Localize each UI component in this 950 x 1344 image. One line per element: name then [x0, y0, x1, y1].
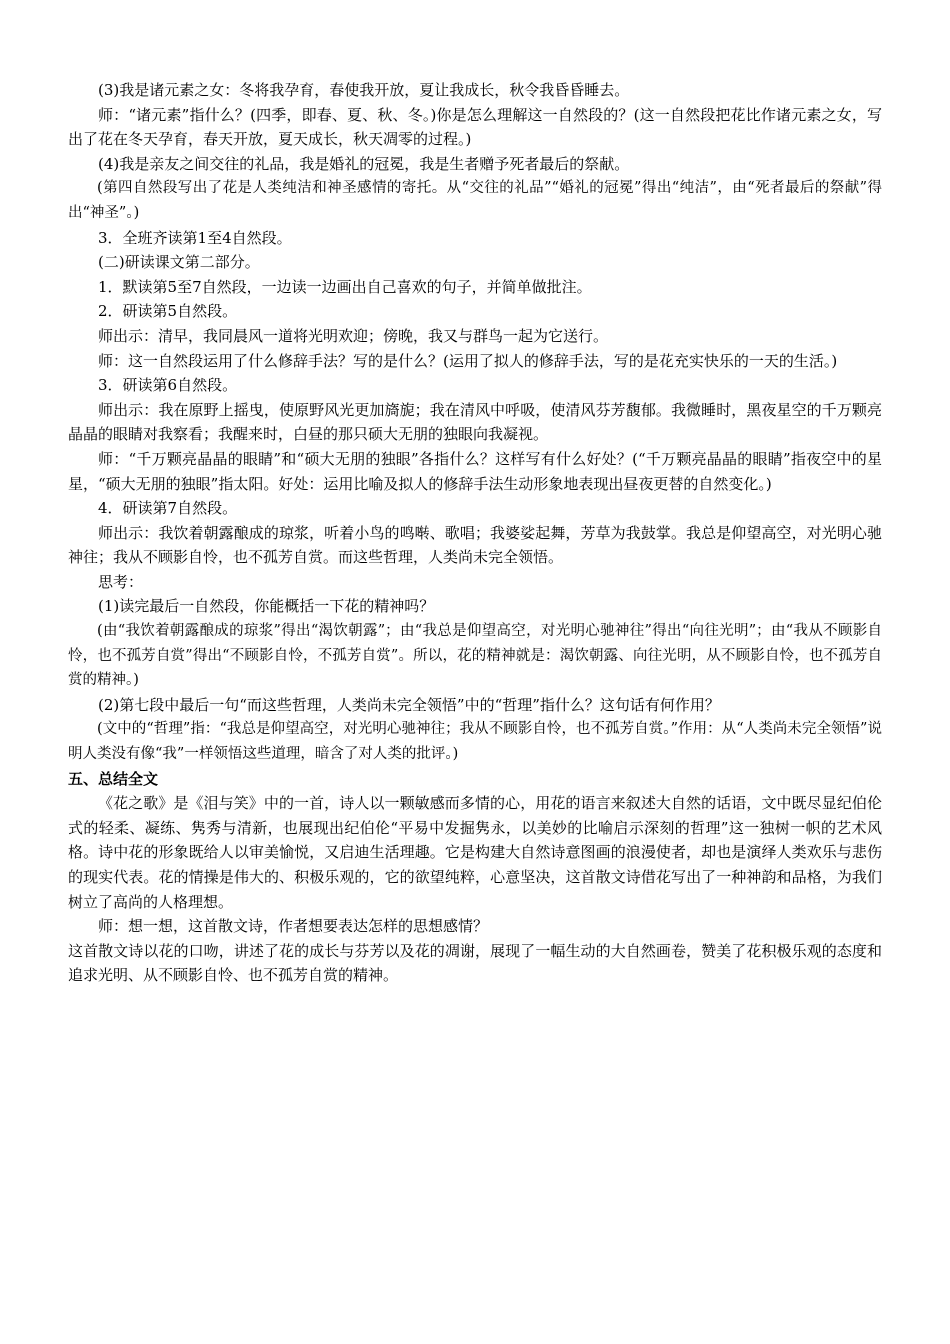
final-answer: 这首散文诗以花的口吻，讲述了花的成长与芬芳以及花的凋谢，展现了一幅生动的大自然画卷，赞美了花积极乐观的态度和追求光明、从不顾影自怜、也不孤芳自赏的精神。 [68, 941, 882, 985]
answer-1: (由“我饮着朝露酿成的琼浆”得出“渴饮朝露”；由“我总是仰望高空，对光明心驰神往”得出“向往光明”；由“我从不顾影自怜，也不孤芳自赏”得出“不顾影自怜，不孤芳自赏”。所以，花的精神就是：渴饮朝露、向往光明，从不顾影自怜，也不孤芳自赏的精神。) [68, 623, 882, 689]
teacher-question-elements: 师：“诸元素”指什么？(四季，即春、夏、秋、冬。)你是怎么理解这一自然段的？(这一自然段把花比作诸元素之女，写出了花在冬天孕育，春天开放，夏天成长，秋天凋零的过程。) [68, 105, 882, 149]
step-study-5: 2．研读第5自然段。 [98, 302, 238, 321]
step-study-7: 4．研读第7自然段。 [98, 499, 238, 518]
think-label: 思考： [98, 572, 144, 591]
paragraph-3: (3)我是诸元素之女：冬将我孕育，春使我开放，夏让我成长，秋令我昏昏睡去。 [98, 81, 630, 99]
step-read-aloud: 3．全班齐读第1至4自然段。 [98, 228, 292, 247]
teacher-final-question: 师：想一想，这首散文诗，作者想要表达怎样的思想感情？ [98, 917, 489, 936]
summary-heading: 五、总结全文 [68, 769, 159, 788]
question-2: (2)第七段中最后一句“而这些哲理，人类尚未完全领悟”中的“哲理”指什么？这句话有何作用？ [98, 695, 720, 714]
question-1: (1)读完最后一自然段，你能概括一下花的精神吗？ [98, 597, 435, 616]
teacher-show-7: 师出示：我饮着朝露酿成的琼浆，听着小鸟的鸣啭、歌唱；我婆娑起舞，芳草为我鼓掌。我总是仰望高空，对光明心驰神往；我从不顾影自怜，也不孤芳自赏。而这些哲理，人类尚未完全领悟。 [68, 523, 882, 567]
paragraph-4-explanation: (第四自然段写出了花是人类纯洁和神圣感情的寄托。从“交往的礼品”“婚礼的冠冕”得出“纯洁”，由“死者最后的祭献”得出“神圣”。) [68, 180, 882, 221]
teacher-show-5: 师出示：清早，我同晨风一道将光明欢迎；傍晚，我又与群鸟一起为它送行。 [98, 326, 609, 345]
teacher-question-5: 师：这一自然段运用了什么修辞手法？写的是什么？(运用了拟人的修辞手法，写的是花充实快乐的一天的生活。) [98, 351, 838, 370]
step-study-6: 3．研读第6自然段。 [98, 376, 238, 395]
section-two-heading: (二)研读课文第二部分。 [98, 253, 260, 272]
step-silent-read: 1．默读第5至7自然段，一边读一边画出自己喜欢的句子，并简单做批注。 [98, 277, 592, 296]
answer-2: (文中的“哲理”指：“我总是仰望高空，对光明心驰神往；我从不顾影自怜，也不孤芳自赏。”作用：从“人类尚未完全领悟”说明人类没有像“我”一样领悟这些道理，暗含了对人类的批评。) [68, 721, 882, 763]
teacher-show-6: 师出示：我在原野上摇曳，使原野风光更加旖旎；我在清风中呼吸，使清风芬芳馥郁。我微睡时，黑夜星空的千万颗亮晶晶的眼睛对我察看；我醒来时，白昼的那只硕大无朋的独眼向我凝视。 [68, 400, 882, 444]
teacher-question-6: 师：“千万颗亮晶晶的眼睛”和“硕大无朋的独眼”各指什么？这样写有什么好处？(“千万颗亮晶晶的眼睛”指夜空中的星星，“硕大无朋的独眼”指太阳。好处：运用比喻及拟人的修辞手法生动形象地表现出昼夜更替的自然变化。) [68, 449, 882, 493]
summary-paragraph: 《花之歌》是《泪与笑》中的一首，诗人以一颗敏感而多情的心，用花的语言来叙述大自然的话语，文中既尽显纪伯伦式的轻柔、凝练、隽秀与清新，也展现出纪伯伦“平易中发掘隽永，以美妙的比喻启示深刻的哲理”这一独树一帜的艺术风格。诗中花的形象既给人以审美愉悦，又启迪生活理趣。它是构建大自然诗意图画的浪漫使者，却也是演绎人类欢乐与悲伤的现实代表。花的情操是伟大的、积极乐观的，它的欲望纯粹，心意坚决，这首散文诗借花写出了一种神韵和品格，为我们树立了高尚的人格理想。 [68, 794, 882, 911]
paragraph-4: (4)我是亲友之间交往的礼品，我是婚礼的冠冕，我是生者赠予死者最后的祭献。 [98, 154, 630, 173]
